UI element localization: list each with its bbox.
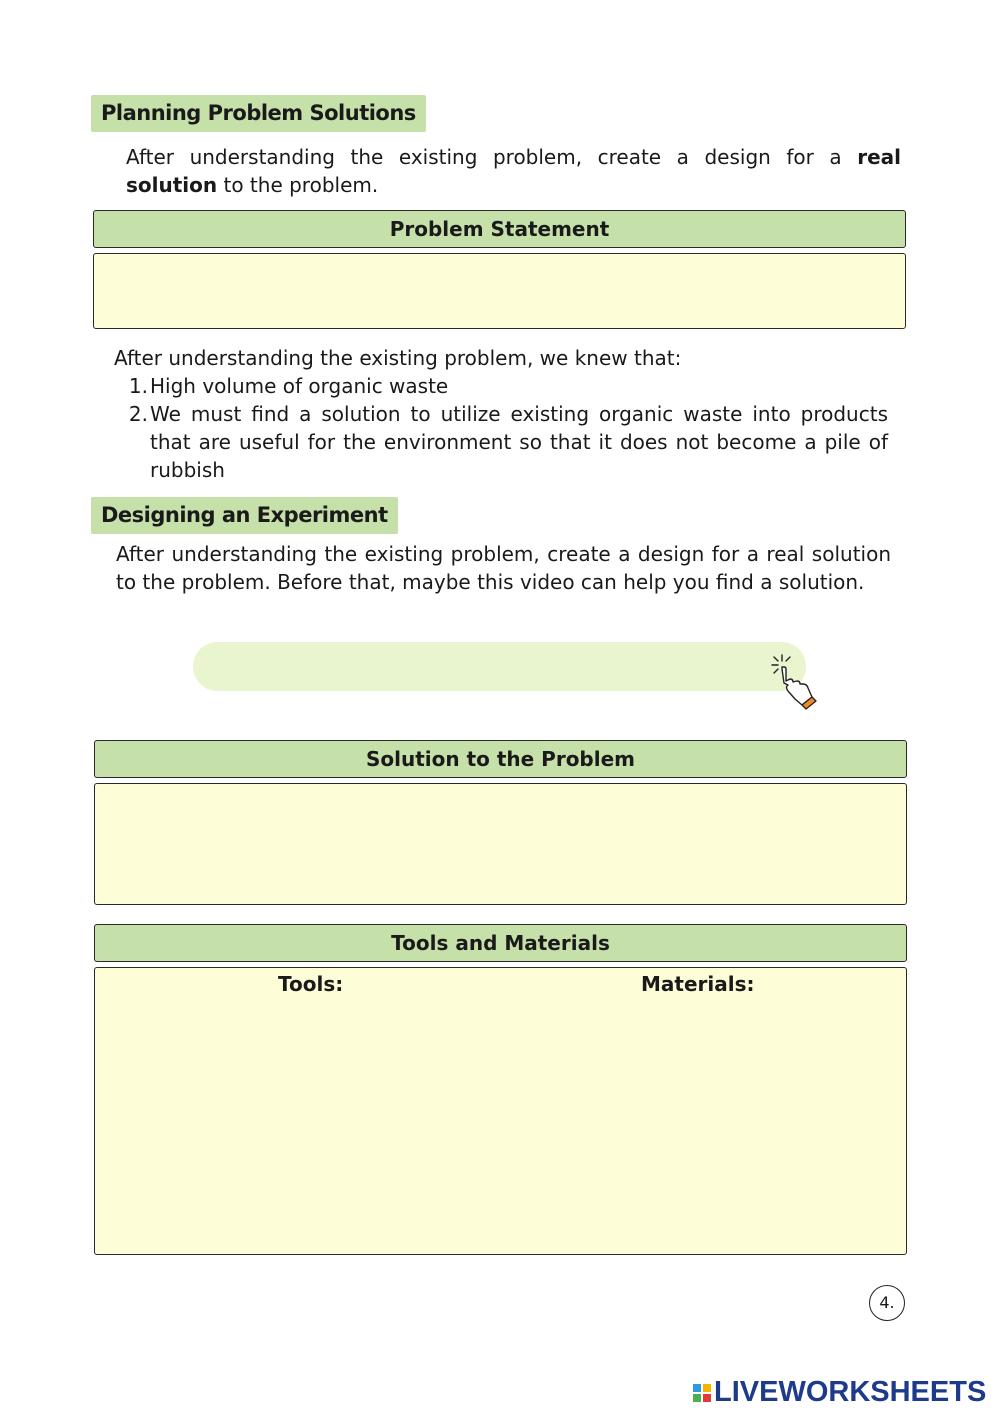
logo-blocks-icon — [693, 1384, 711, 1402]
intro-text-start: After understanding the existing problem, create a design for a — [126, 145, 858, 169]
list-item — [114, 400, 888, 484]
pointing-hand-click-icon[interactable] — [768, 653, 828, 711]
video-link-field[interactable] — [193, 642, 806, 691]
materials-input[interactable] — [505, 1004, 895, 1244]
section-title-planning: Planning Problem Solutions — [91, 95, 426, 132]
problem-statement-input[interactable] — [93, 253, 906, 329]
solution-input[interactable] — [94, 783, 907, 905]
list-item-number: 1. — [128, 374, 148, 398]
intro-text-end: to the problem. — [217, 173, 379, 197]
section-title-experiment: Designing an Experiment — [91, 497, 398, 534]
materials-label: Materials: — [641, 972, 755, 996]
tools-materials-header: Tools and Materials — [94, 924, 907, 962]
liveworksheets-logo — [693, 1376, 986, 1409]
list-item-text: We must find a solution to utilize existing organic waste into products that are useful for the environment so that it does not become a pile of rubbish — [150, 402, 888, 482]
findings-list — [114, 372, 888, 484]
findings-block — [114, 344, 888, 484]
solution-header: Solution to the Problem — [94, 740, 907, 778]
intro-text-bold: real solution — [126, 145, 901, 197]
brand-name: LIVEWORKSHEETS — [714, 1376, 987, 1408]
tools-materials-box — [94, 967, 907, 1255]
list-item-text: High volume of organic waste — [150, 374, 449, 398]
page-number: 4. — [869, 1285, 905, 1321]
tools-input[interactable] — [105, 1004, 495, 1244]
problem-statement-header: Problem Statement — [93, 210, 906, 248]
findings-lead: After understanding the existing problem, we knew that: — [114, 346, 682, 370]
list-item — [114, 372, 888, 400]
tools-label: Tools: — [278, 972, 344, 996]
planning-intro — [126, 143, 901, 199]
experiment-intro: After understanding the existing problem, create a design for a real solution to the problem. Before that, maybe this video can help you find a solution. — [116, 542, 891, 594]
list-item-number: 2. — [128, 402, 148, 426]
